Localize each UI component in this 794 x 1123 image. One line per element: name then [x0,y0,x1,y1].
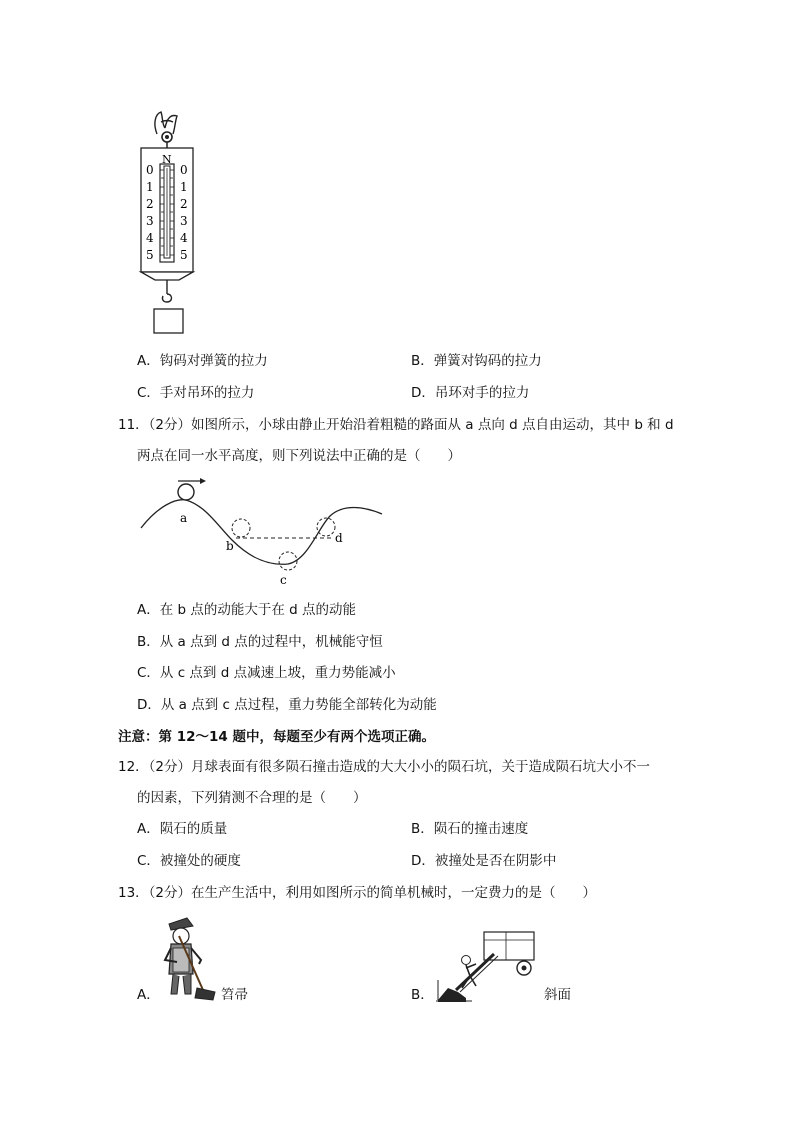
scale-left-tick: 0 [146,163,154,177]
q10-option-c: C．手对吊环的拉力 [137,385,255,401]
broom-person-figure [155,914,221,1002]
scale-right-tick: 3 [180,214,188,228]
scale-right-tick: 5 [180,248,188,262]
scale-left-tick: 2 [146,197,154,211]
scale-left-tick: 5 [146,248,154,262]
q11-track-figure [138,476,388,592]
q13-option-a-letter: A． [137,987,160,1003]
point-label-a: a [180,511,188,525]
q10-option-a: A．钩码对弹簧的拉力 [137,353,268,369]
q11-option-d: D．从 a 点到 c 点过程，重力势能全部转化为动能 [137,697,437,713]
point-label-d: d [335,531,343,545]
q12-option-d: D．被撞处是否在阴影中 [411,853,557,869]
scale-left-tick: 4 [146,231,154,245]
q13-stem: 13．（2分）在生产生活中，利用如图所示的简单机械时，一定费力的是（ ） [118,885,597,901]
track-curve [141,500,382,565]
scale-right-tick: 0 [180,163,188,177]
broom-head [195,988,215,1000]
q10-option-b: B．弹簧对钩码的拉力 [411,353,542,369]
dashed-ball-b [232,519,250,537]
point-label-c: c [280,573,287,587]
scale-left-tick: 3 [146,214,154,228]
q12-option-c: C．被撞处的硬度 [137,853,241,869]
ball [178,484,194,500]
scale-right-tick: 2 [180,197,188,211]
hook-icon [162,294,171,302]
q13-option-b-letter: B． [411,987,434,1003]
hanging-weight [154,309,183,333]
q13-option-a-label: 笤帚 [221,987,248,1003]
scale-right-tick: 4 [180,231,188,245]
q11-stem-line1: 11．（2分）如图所示，小球由静止开始沿着粗糙的路面从 a 点向 d 点自由运动，其中 b 和 d [118,417,674,433]
multi-answer-note: 注意：第 12～14 题中，每题至少有两个选项正确。 [118,729,435,745]
scale-left-tick: 1 [146,180,154,194]
q11-option-c: C．从 c 点到 d 点减速上坡，重力势能减小 [137,665,396,681]
arrow-right-icon [200,478,206,484]
q11-stem-line2: 两点在同一水平高度，则下列说法中正确的是（ ） [137,448,461,464]
q10-option-d: D．吊环对手的拉力 [411,385,530,401]
hand-icon [155,112,177,134]
q11-option-b: B．从 a 点到 d 点的过程中，机械能守恒 [137,634,383,650]
q12-stem-line1: 12．（2分）月球表面有很多陨石撞击造成的大大小小的陨石坑，关于造成陨石坑大小不一 [118,759,651,775]
incline-loading-figure [436,930,540,1002]
q11-option-a: A．在 b 点的动能大于在 d 点的动能 [137,602,357,618]
q12-option-b: B．陨石的撞击速度 [411,821,529,837]
spring-scale-figure [135,108,205,338]
q12-option-a: A．陨石的质量 [137,821,228,837]
q13-option-b-label: 斜面 [544,987,571,1003]
point-label-b: b [226,539,234,553]
q12-stem-line2: 的因素，下列猜测不合理的是（ ） [137,790,367,806]
scale-unit-label: N [162,153,172,166]
scale-right-tick: 1 [180,180,188,194]
